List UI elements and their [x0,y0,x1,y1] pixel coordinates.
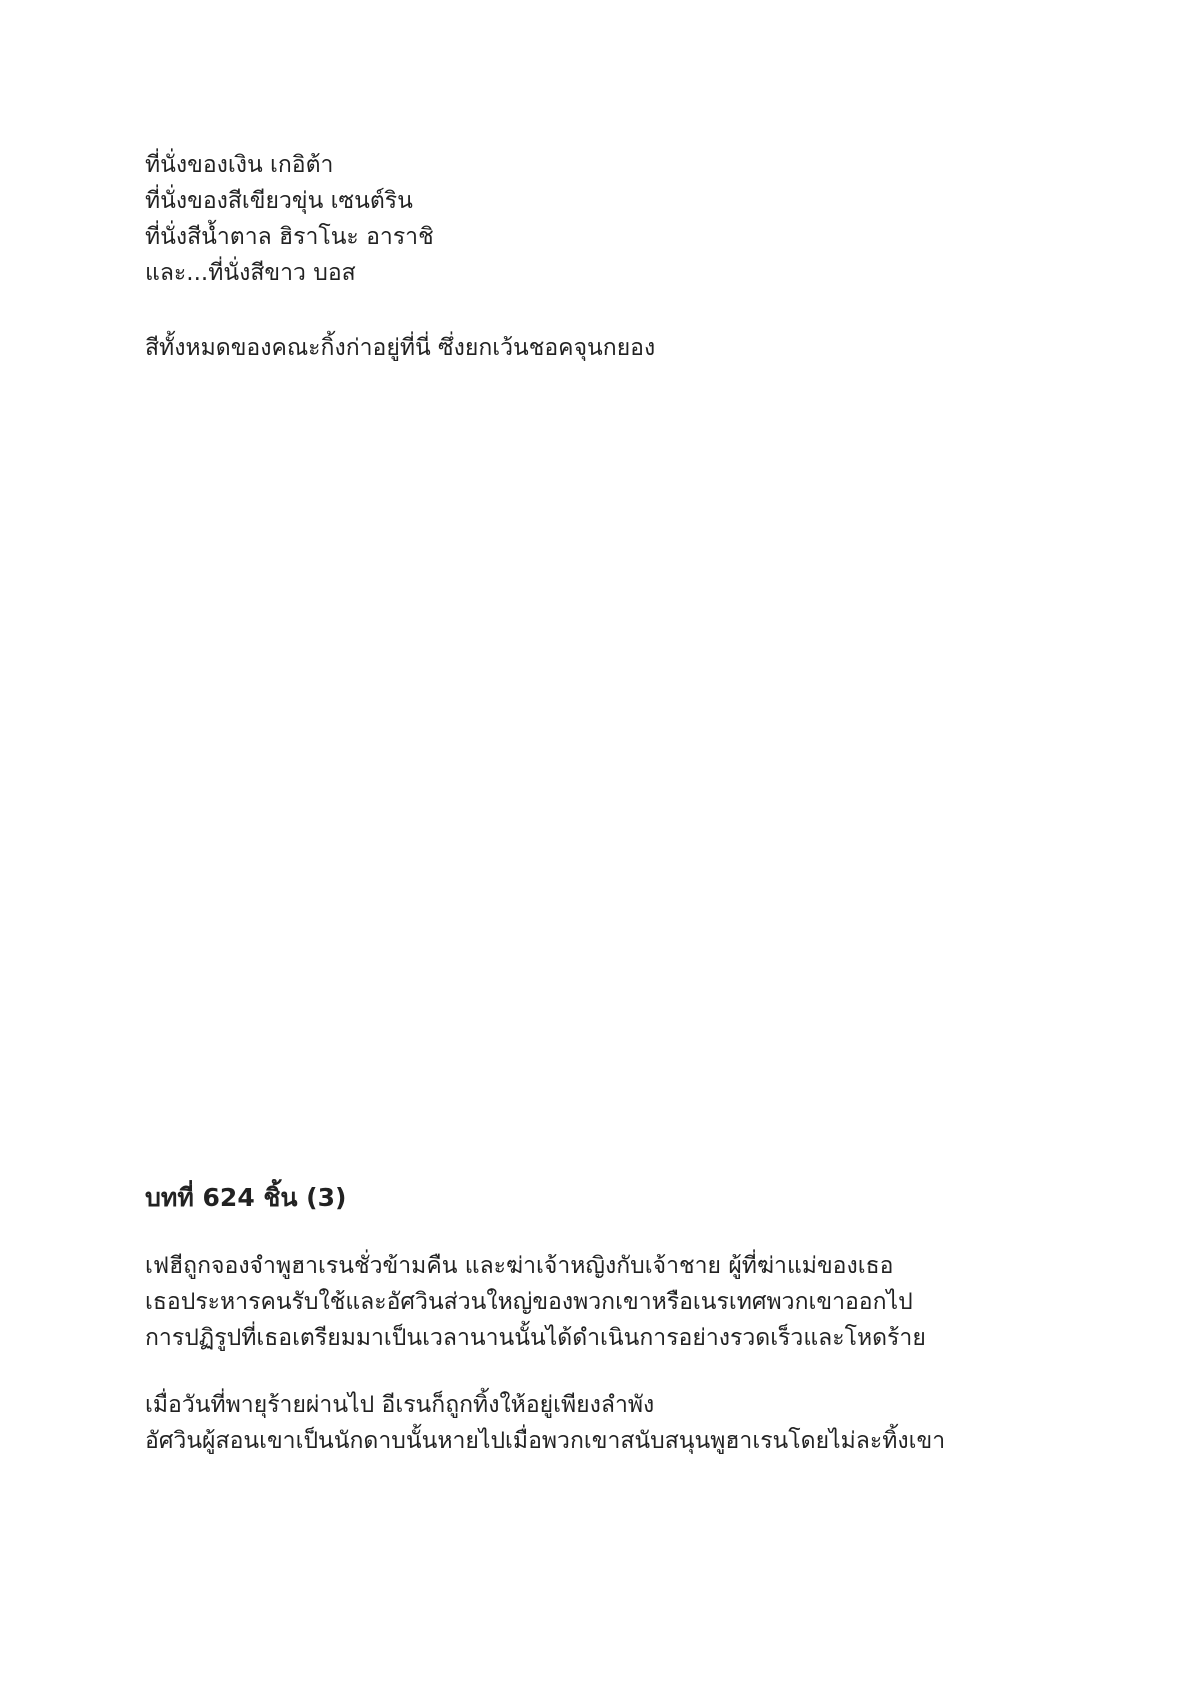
seat-line: ที่นั่งของเงิน เกอิต้า [145,152,334,178]
seat-line: ที่นั่งสีน้ำตาล ฮิราโนะ อาราชิ [145,224,434,250]
paragraph-line: การปฏิรูปที่เธอเตรียมมาเป็นเวลานานนั้นได้ดำเนินการอย่างรวดเร็วและโหดร้าย [145,1325,926,1351]
seat-list [145,147,1105,291]
paragraph-line: สีทั้งหมดของคณะกิ้งก่าอยู่ที่นี่ ซึ่งยกเว้นชอคจุนกยอง [145,335,656,361]
top-paragraph [145,330,1105,366]
paragraph-line: อัศวินผู้สอนเขาเป็นนักดาบนั้นหายไปเมื่อพวกเขาสนับสนุนพูฮาเรนโดยไม่ละทิ้งเขา [145,1428,946,1454]
chapter-title [145,1180,1105,1216]
paragraph-line: เมื่อวันที่พายุร้ายผ่านไป อีเรนก็ถูกทิ้งให้อยู่เพียงลำพัง [145,1392,655,1418]
seat-line: ที่นั่งของสีเขียวขุ่น เซนต์ริน [145,188,413,214]
seat-line: และ...ที่นั่งสีขาว บอส [145,260,356,286]
chapter-heading: บทที่ 624 ชิ้น (3) [145,1183,347,1212]
paragraph-line: เธอประหารคนรับใช้และอัศวินส่วนใหญ่ของพวกเขาหรือเนรเทศพวกเขาออกไป [145,1289,913,1315]
chapter-paragraph-2 [145,1387,1105,1459]
paragraph-line: เฟฮีถูกจองจำพูฮาเรนชั่วข้ามคืน และฆ่าเจ้าหญิงกับเจ้าชาย ผู้ที่ฆ่าแม่ของเธอ [145,1253,894,1279]
chapter-paragraph-1 [145,1248,1105,1356]
